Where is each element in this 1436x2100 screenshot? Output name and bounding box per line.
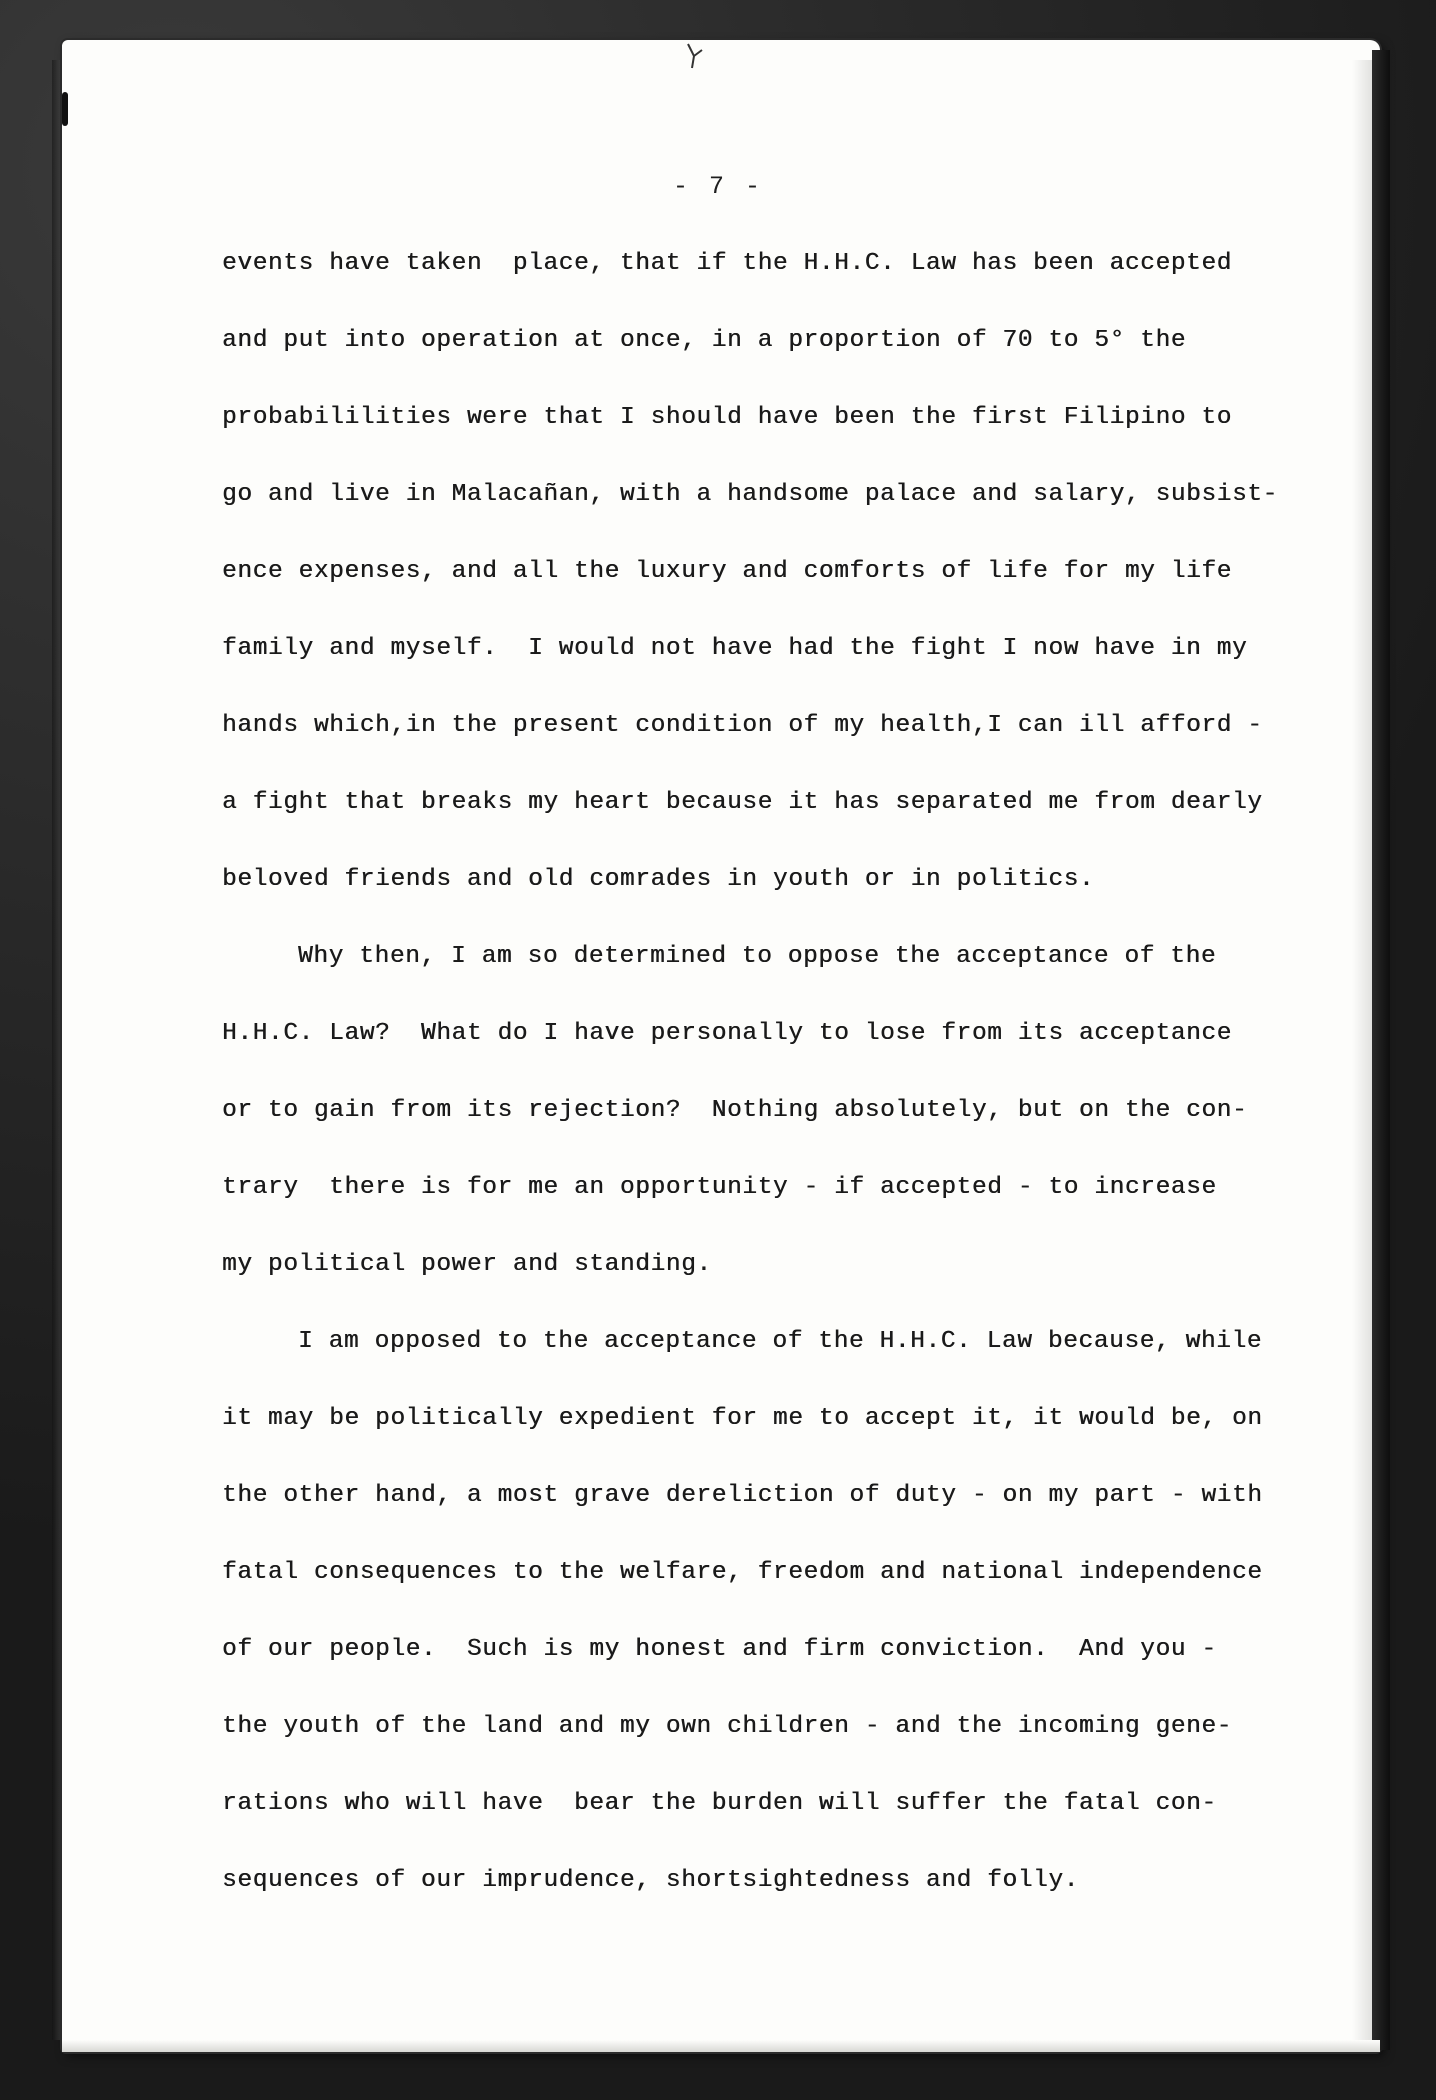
- paragraph-start-line: Why then, I am so determined to oppose the acceptance of the: [298, 943, 1217, 970]
- text-line: trary there is for me an opportunity - if accepted - to increase: [222, 1174, 1217, 1201]
- text-line: rations who will have bear the burden will suffer the fatal con-: [222, 1790, 1217, 1817]
- text-line: H.H.C. Law? What do I have personally to lose from its acceptance: [222, 1020, 1232, 1047]
- paragraph-start-line: I am opposed to the acceptance of the H.H.C. Law because, while: [298, 1328, 1263, 1355]
- text-line: fatal consequences to the welfare, freedom and national independence: [222, 1559, 1263, 1586]
- text-line: ence expenses, and all the luxury and comforts of life for my life: [222, 558, 1232, 585]
- text-line: sequences of our imprudence, shortsightedness and folly.: [222, 1867, 1079, 1894]
- text-line: or to gain from its rejection? Nothing absolutely, but on the con-: [222, 1097, 1248, 1124]
- text-line: of our people. Such is my honest and firm conviction. And you -: [222, 1636, 1217, 1663]
- text-line: family and myself. I would not have had the fight I now have in my: [222, 635, 1248, 662]
- text-line: and put into operation at once, in a proportion of 70 to 5° the: [222, 327, 1187, 354]
- pencil-tick-mark: [686, 42, 704, 70]
- paper-edge: [1372, 50, 1390, 2050]
- text-line: it may be politically expedient for me to accept it, it would be, on: [222, 1405, 1263, 1432]
- text-line: go and live in Malacañan, with a handsome palace and salary, subsist-: [222, 481, 1278, 508]
- text-line: the youth of the land and my own children - and the incoming gene-: [222, 1713, 1232, 1740]
- text-line: my political power and standing.: [222, 1251, 712, 1278]
- text-line: the other hand, a most grave dereliction of duty - on my part - with: [222, 1482, 1263, 1509]
- binding-mark: [62, 92, 68, 126]
- text-line: a fight that breaks my heart because it has separated me from dearly: [222, 789, 1263, 816]
- page-number: - 7 -: [672, 172, 763, 201]
- text-line: probabililities were that I should have been the first Filipino to: [222, 404, 1232, 431]
- paper-shadow: [1352, 60, 1374, 2040]
- text-line: events have taken place, that if the H.H.C. Law has been accepted: [222, 250, 1232, 277]
- paper-bottom-edge: [62, 2040, 1380, 2052]
- text-line: hands which,in the present condition of my health,I can ill afford -: [222, 712, 1263, 739]
- text-line: beloved friends and old comrades in youth or in politics.: [222, 866, 1095, 893]
